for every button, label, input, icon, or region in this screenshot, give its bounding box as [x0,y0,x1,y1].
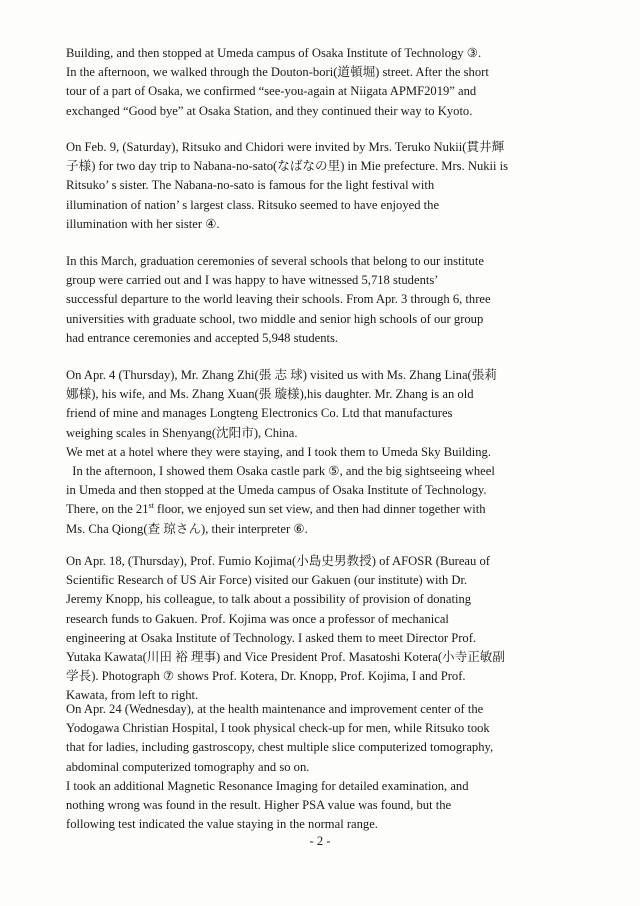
page-number: - 2 - [309,834,331,848]
text-line: On Apr. 18, (Thursday), Prof. Fumio Kojima(小島史男教授) of AFOSR (Bureau of [66,554,490,568]
text-line: engineering at Osaka Institute of Technology. I asked them to meet Director Prof. [66,630,477,645]
text-line: exchanged “Good bye” at Osaka Station, and they continued their way to Kyoto. [66,103,473,118]
text-line: Yodogawa Christian Hospital, I took physical check-up for men, while Ritsuko took [66,721,490,736]
paragraph-zhang-visit [66,366,497,539]
text-line: Jeremy Knopp, his colleague, to talk about a possibility of provision of donating [66,592,472,607]
text-fragment: There, on the 21 [66,502,149,517]
text-line: Ms. Cha Qiong(查 琼さん), their interpreter ⑥. [66,521,308,536]
paragraph-nabana-trip [66,138,508,234]
text-line: 学長). Photograph ⑦ shows Prof. Kotera, Dr. Knopp, Prof. Kojima, I and Prof. [66,669,466,684]
text-line: successful departure to the world leaving their schools. From Apr. 3 through 6, three [66,292,491,307]
paragraph-ceremonies [66,252,491,348]
text-line: On Feb. 9, (Saturday), Ritsuko and Chidori were invited by Mrs. Teruko Nukii(貫井輝 [66,140,505,154]
text-fragment: floor, we enjoyed sun set view, and then had dinner together with [153,502,486,517]
text-line: Scientific Research of US Air Force) visited our Gakuen (our institute) with Dr. [66,573,468,588]
text-line: in Umeda and then stopped at the Umeda campus of Osaka Institute of Technology. [66,483,487,498]
text-line: I took an additional Magnetic Resonance Imaging for detailed examination, and [66,778,469,793]
text-line: 子様) for two day trip to Nabana-no-sato(なばなの里) in Mie prefecture. Mrs. Nukii is [66,159,509,174]
ordinal-suffix: st [148,501,154,511]
text-line: illumination of nation’ s largest class. Ritsuko seemed to have enjoyed the [66,197,440,212]
text-line: On Apr. 4 (Thursday), Mr. Zhang Zhi(張 志 球) visited us with Ms. Zhang Lina(張莉 [66,368,497,382]
text-line: abdominal computerized tomography and so on. [66,759,310,774]
text-line: weighing scales in Shenyang(沈阳市), China. [66,425,298,440]
text-line: Building, and then stopped at Umeda campus of Osaka Institute of Technology ③. [66,46,482,60]
paragraph-health-checkup [66,700,493,834]
text-line: Ritsuko’ s sister. The Nabana-no-sato is famous for the light festival with [66,178,435,193]
text-line: tour of a part of Osaka, we confirmed “see-you-again at Niigata APMF2019” and [66,84,477,99]
text-line: illumination with her sister ④. [66,216,220,231]
text-line: universities with graduate school, two middle and senior high schools of our group [66,311,484,326]
text-line: friend of mine and manages Longteng Electronics Co. Ltd that manufactures [66,406,453,421]
text-line: nothing wrong was found in the result. Higher PSA value was found, but the [66,798,452,813]
paragraph-afosr-visit [66,552,505,706]
text-line: We met at a hotel where they were staying, and I took them to Umeda Sky Building. [66,444,491,459]
text-line: group were carried out and I was happy to have witnessed 5,718 students’ [66,273,439,288]
text-line: had entrance ceremonies and accepted 5,948 students. [66,330,339,345]
text-line: 娜様), his wife, and Ms. Zhang Xuan(張 璇様),his daughter. Mr. Zhang is an old [66,387,474,402]
text-line: Kawata, from left to right. [66,688,199,703]
text-line: On Apr. 24 (Wednesday), at the health maintenance and improvement center of the [66,702,484,716]
text-line: research funds to Gakuen. Prof. Kojima was once a professor of mechanical [66,611,449,626]
text-line: In this March, graduation ceremonies of several schools that belong to our institute [66,254,484,268]
text-line: Yutaka Kawata(川田 裕 理事) and Vice President Prof. Masatoshi Kotera(小寺正敏副 [66,650,505,665]
text-line: In the afternoon, we walked through the Douton-bori(道頓堀) street. After the short [66,65,489,80]
text-line: following test indicated the value staying in the normal range. [66,817,378,832]
text-line-with-superscript [66,500,497,519]
paragraph-osaka-tour [66,44,489,121]
text-line: In the afternoon, I showed them Osaka castle park ⑤, and the big sightseeing wheel [66,464,495,479]
text-line: that for ladies, including gastroscopy, chest multiple slice computerized tomography, [66,740,494,755]
